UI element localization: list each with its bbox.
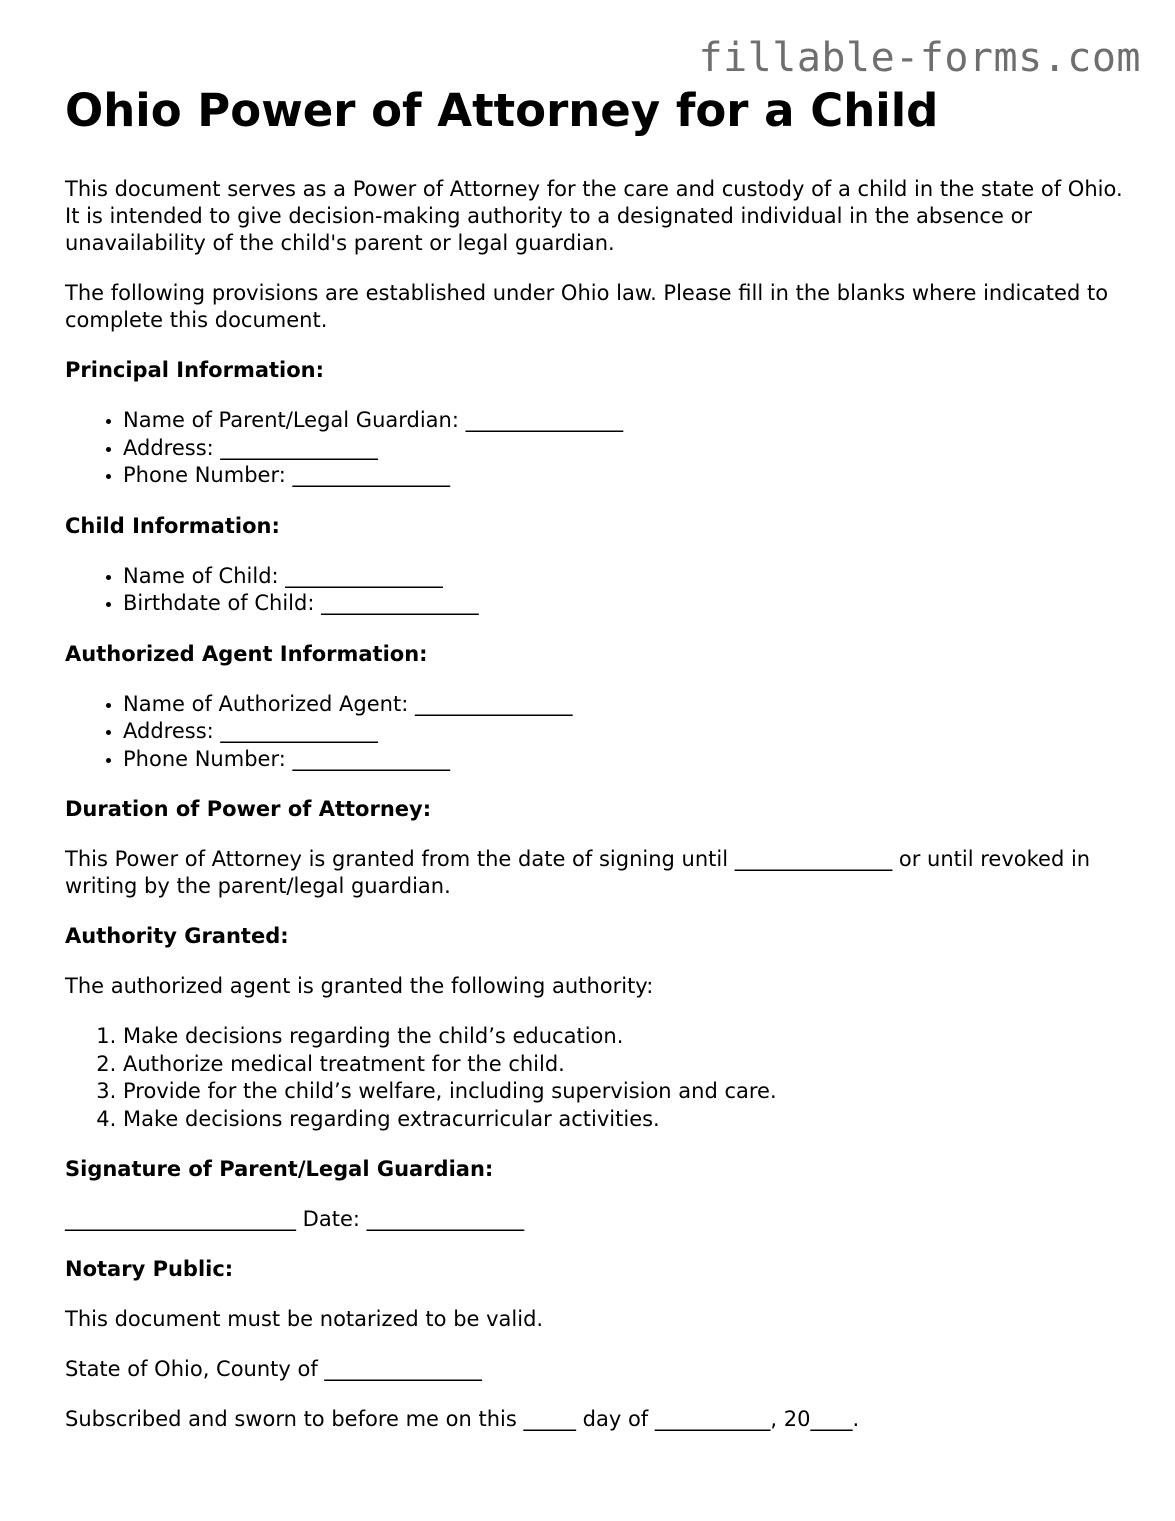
child-list: [65, 563, 1125, 618]
agent-phone-field: • Phone Number: _______________: [123, 746, 1125, 774]
principal-list: [65, 407, 1125, 490]
child-birthdate-field: • Birthdate of Child: _______________: [123, 590, 1125, 618]
agent-list: [65, 691, 1125, 774]
signature-line: ______________________ Date: _______________: [65, 1207, 525, 1231]
principal-heading: Principal Information:: [65, 358, 325, 382]
principal-address-field: • Address: _______________: [123, 435, 1125, 463]
notary-sworn-line: Subscribed and sworn to before me on this _____ day of ___________, 20____.: [65, 1407, 860, 1431]
authority-item-medical: 2. Authorize medical treatment for the child.: [123, 1051, 1125, 1079]
notary-heading: Notary Public:: [65, 1257, 234, 1281]
authority-heading: Authority Granted:: [65, 924, 289, 948]
authority-item-extracurricular: 4. Make decisions regarding extracurricular activities.: [123, 1106, 1125, 1134]
intro-paragraph: This document serves as a Power of Attorney for the care and custody of a child in the state of Ohio. It is intended to give decision-making authority to a designated individual in the absence or unavailability of the child's parent or legal guardian.: [65, 177, 1123, 255]
document-page: [65, 82, 1125, 1456]
authority-intro: The authorized agent is granted the following authority:: [65, 974, 654, 998]
agent-address-field: • Address: _______________: [123, 718, 1125, 746]
authority-item-welfare: 3. Provide for the child’s welfare, including supervision and care.: [123, 1078, 1125, 1106]
instructions-paragraph: The following provisions are established under Ohio law. Please fill in the blanks where indicated to complete this document.: [65, 281, 1109, 332]
duration-heading: Duration of Power of Attorney:: [65, 797, 432, 821]
document-title: Ohio Power of Attorney for a Child: [65, 84, 939, 137]
agent-heading: Authorized Agent Information:: [65, 641, 428, 666]
principal-guardian-name-field: • Name of Parent/Legal Guardian: _______________: [123, 407, 1125, 435]
authority-list: [65, 1023, 1125, 1133]
child-heading: Child Information:: [65, 513, 280, 538]
signature-heading: Signature of Parent/Legal Guardian:: [65, 1157, 494, 1181]
site-watermark: fillable-forms.com: [698, 35, 1141, 81]
principal-phone-field: • Phone Number: _______________: [123, 462, 1125, 490]
duration-text: This Power of Attorney is granted from the date of signing until _______________ or until revoked in writing by the parent/legal guardian.: [65, 847, 1091, 898]
authority-item-education: 1. Make decisions regarding the child’s education.: [123, 1023, 1125, 1051]
notary-requirement: This document must be notarized to be valid.: [65, 1307, 544, 1331]
child-name-field: • Name of Child: _______________: [123, 563, 1125, 591]
agent-name-field: • Name of Authorized Agent: _______________: [123, 691, 1125, 719]
notary-county-line: State of Ohio, County of _______________: [65, 1357, 482, 1381]
